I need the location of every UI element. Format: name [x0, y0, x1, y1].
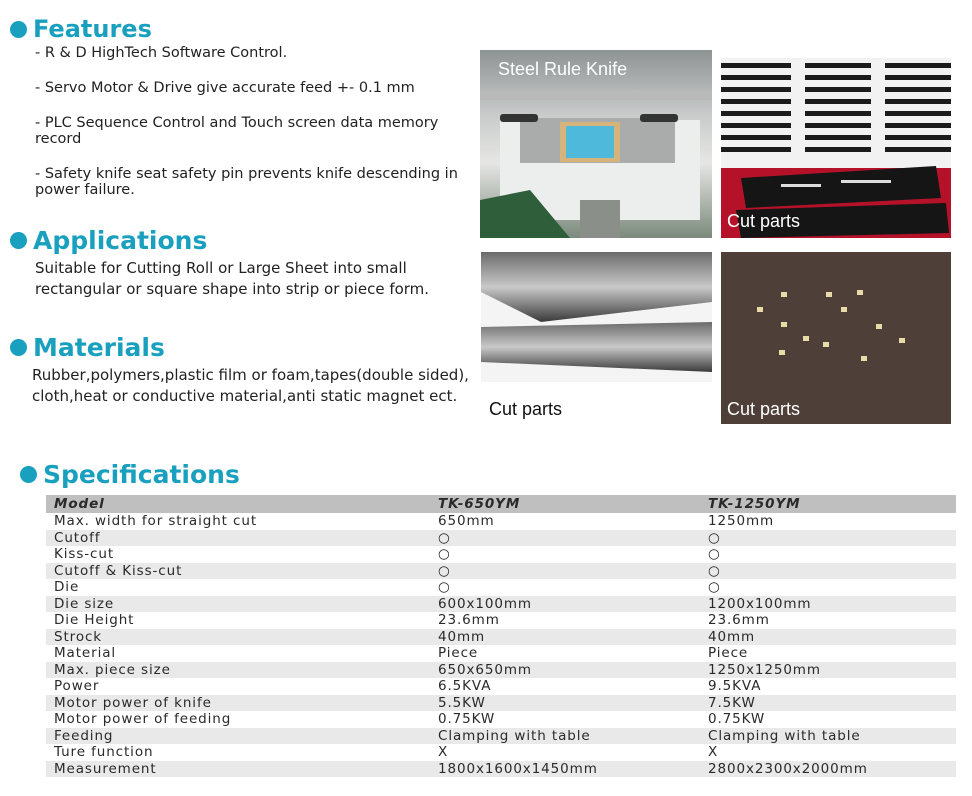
- table-row: Max. width for straight cut 650mm 1250mm: [54, 513, 775, 529]
- bullet-dot-icon: [10, 232, 27, 249]
- photo-cut-parts-mat: [721, 252, 951, 424]
- feature-item: record: [35, 131, 82, 147]
- column-header: TK-650YM: [438, 496, 521, 512]
- table-row: Measurement 1800x1600x1450mm 2800x2300x2000mm: [46, 761, 956, 778]
- feature-item: - Safety knife seat safety pin prevents knife descending in: [35, 166, 458, 182]
- photo-cut-parts-strips: [721, 58, 951, 238]
- table-row: Cutoff & Kiss-cut ○ ○: [46, 563, 956, 580]
- features-heading: Features: [10, 15, 152, 43]
- column-header: Model: [54, 496, 105, 512]
- feature-item: - PLC Sequence Control and Touch screen data memory: [35, 115, 439, 131]
- table-row: Ture function X X: [54, 744, 719, 760]
- table-row: Kiss-cut ○ ○: [54, 546, 721, 562]
- circle-mark-icon: ○: [438, 529, 451, 546]
- table-header-row: [46, 495, 956, 513]
- materials-heading: Materials: [10, 333, 165, 362]
- table-row: Feeding Clamping with table Clamping with table: [46, 728, 956, 745]
- table-row: Die Height 23.6mm 23.6mm: [54, 612, 770, 628]
- applications-text: Suitable for Cutting Roll or Large Sheet into small rectangular or square shape into strip or piece form.: [35, 259, 430, 298]
- applications-heading: Applications: [10, 226, 207, 255]
- table-row: Die ○ ○: [54, 579, 721, 595]
- photo-caption: Cut parts: [727, 399, 801, 419]
- table-row: Cutoff ○ ○: [46, 530, 956, 547]
- table-row: Motor power of feeding 0.75KW 0.75KW: [54, 711, 766, 727]
- photo-steel-rule-knife: [480, 50, 712, 238]
- bullet-dot-icon: [20, 466, 37, 483]
- circle-mark-icon: ○: [708, 546, 721, 562]
- table-row: Max. piece size 650x650mm 1250x1250mm: [46, 662, 956, 679]
- circle-mark-icon: ○: [438, 579, 451, 595]
- materials-text: Rubber,polymers,plastic film or foam,tapes(double sided), cloth,heat or conductive material,anti static magnet ect.: [32, 366, 469, 405]
- specifications-table: [46, 495, 956, 777]
- bullet-dot-icon: [10, 339, 27, 356]
- feature-item: - R & D HighTech Software Control.: [35, 45, 288, 61]
- table-row: Material Piece Piece: [54, 645, 749, 661]
- bullet-dot-icon: [10, 21, 27, 38]
- photo-cut-parts-rolls: [481, 252, 712, 424]
- circle-mark-icon: ○: [708, 529, 721, 546]
- table-row: Motor power of knife 5.5KW 7.5KW: [46, 695, 956, 712]
- photo-caption: Steel Rule Knife: [498, 59, 628, 79]
- table-row: Strock 40mm 40mm: [46, 629, 956, 646]
- column-header: TK-1250YM: [708, 496, 801, 512]
- table-row: Die size 600x100mm 1200x100mm: [46, 596, 956, 613]
- photo-caption: Cut parts: [727, 211, 801, 231]
- photo-caption: Cut parts: [489, 399, 563, 419]
- specifications-heading: Specifications: [20, 460, 240, 489]
- feature-item: - Servo Motor & Drive give accurate feed +- 0.1 mm: [35, 80, 415, 96]
- circle-mark-icon: ○: [438, 562, 451, 579]
- circle-mark-icon: ○: [708, 579, 721, 595]
- circle-mark-icon: ○: [438, 546, 451, 562]
- table-row: Power 6.5KVA 9.5KVA: [54, 678, 762, 694]
- feature-item: power failure.: [35, 182, 135, 198]
- circle-mark-icon: ○: [708, 562, 721, 579]
